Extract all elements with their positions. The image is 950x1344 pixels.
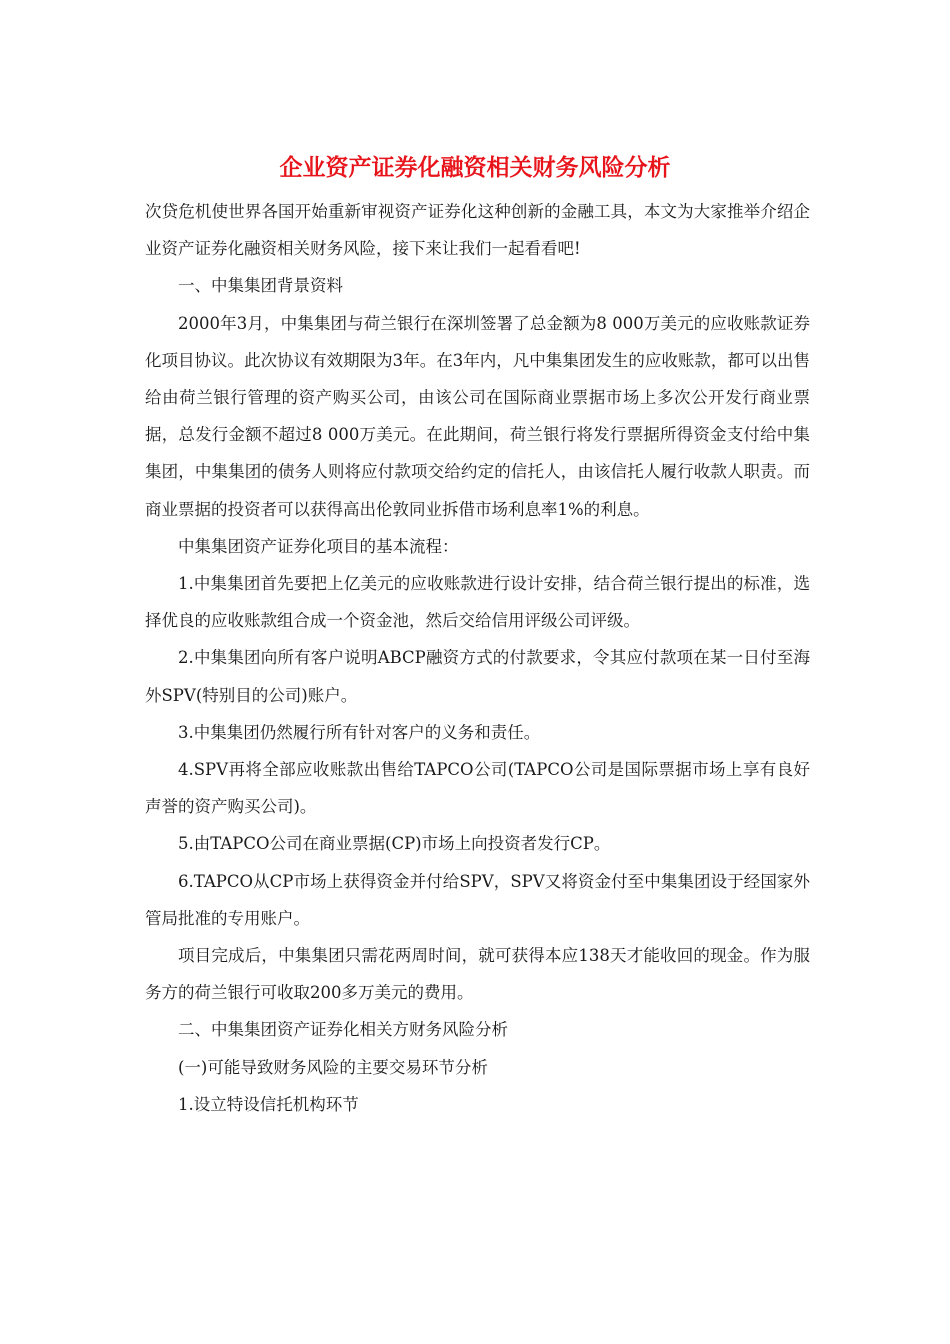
paragraph-agreement: 2000年3月，中集集团与荷兰银行在深圳签署了总金额为8 000万美元的应收账款证券化项目协议。此次协议有效期限为3年。在3年内，凡中集集团发生的应收账款，都可以出售给由荷兰银行管理的资产购买公司，由该公司在国际商业票据市场上多次公开发行商业票据，总发行金额不超过8 000万美元。在此期间，荷兰银行将发行票据所得资金支付给中集集团，中集集团的债务人则将应付款项交给约定的信托人，由该信托人履行收款人职责。而商业票据的投资者可以获得高出伦敦同业拆借市场利息率1%的利息。 xyxy=(145,313,810,519)
paragraph-completion: 项目完成后，中集集团只需花两周时间，就可获得本应138天才能收回的现金。作为服务方的荷兰银行可收取200多万美元的费用。 xyxy=(145,946,810,1003)
document-body xyxy=(145,193,810,1123)
section-heading-background: 一、中集集团背景资料 xyxy=(178,276,343,296)
paragraph-intro: 次贷危机使世界各国开始重新审视资产证券化这种创新的金融工具，本文为大家推举介绍企业资产证券化融资相关财务风险，接下来让我们一起看看吧! xyxy=(145,202,810,259)
list-item-step-4: 4.SPV再将全部应收账款出售给TAPCO公司(TAPCO公司是国际票据市场上享有良好声誉的资产购买公司)。 xyxy=(145,760,810,817)
section-heading-risk-analysis: 二、中集集团资产证券化相关方财务风险分析 xyxy=(178,1020,508,1040)
document-title: 企业资产证券化融资相关财务风险分析 xyxy=(279,154,671,181)
list-item-step-6: 6.TAPCO从CP市场上获得资金并付给SPV，SPV又将资金付至中集集团设于经国家外管局批准的专用账户。 xyxy=(145,871,810,928)
list-item-step-5: 5.由TAPCO公司在商业票据(CP)市场上向投资者发行CP。 xyxy=(178,834,611,854)
subsection-heading-transactions: (一)可能导致财务风险的主要交易环节分析 xyxy=(178,1057,488,1077)
list-item-step-3: 3.中集集团仍然履行所有针对客户的义务和责任。 xyxy=(178,722,541,742)
list-item-step-1: 1.中集集团首先要把上亿美元的应收账款进行设计安排，结合荷兰银行提出的标准，选择优良的应收账款组合成一个资金池，然后交给信用评级公司评级。 xyxy=(145,574,810,631)
list-item-step-2: 2.中集集团向所有客户说明ABCP融资方式的付款要求，令其应付款项在某一日付至海外SPV(特别目的公司)账户。 xyxy=(145,648,810,705)
paragraph-process-intro: 中集集团资产证券化项目的基本流程： xyxy=(178,536,459,556)
subsection-item-trust-setup: 1.设立特设信托机构环节 xyxy=(178,1094,359,1114)
